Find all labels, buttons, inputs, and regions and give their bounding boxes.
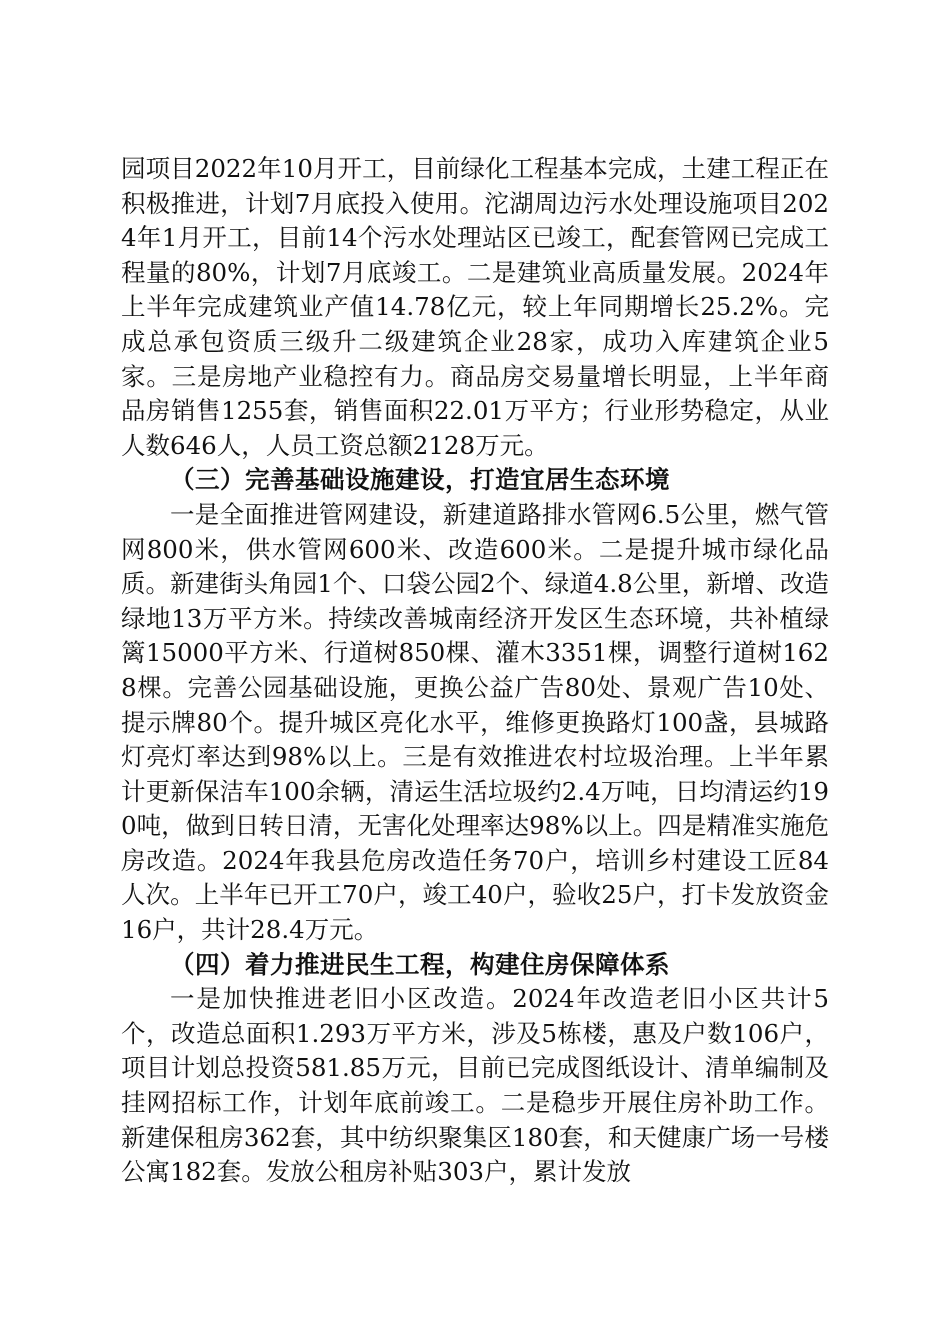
paragraph-continued: 园项目2022年10月开工，目前绿化工程基本完成，土建工程正在积极推进，计划7月底投入使用。沱湖周边污水处理设施项目2024年1月开工，目前14个污水处理站区已竣工，配套管网已完成工程量的80%，计划7月底竣工。二是建筑业高质量发展。2024年上半年完成建筑业产值14.78亿元，较上年同期增长25.2%。完成总承包资质三级升二级建筑企业28家，成功入库建筑企业5家。三是房地产业稳控有力。商品房交易量增长明显，上半年商品房销售1255套，销售面积22.01万平方；行业形势稳定，从业人数646人，人员工资总额2128万元。	[121, 154, 829, 460]
section-heading-3: （三）完善基础设施建设，打造宜居生态环境	[170, 465, 670, 495]
paragraph-housing: 一是加快推进老旧小区改造。2024年改造老旧小区共计5个，改造总面积1.293万平方米，涉及5栋楼，惠及户数106户，项目计划总投资581.85万元，目前已完成图纸设计、清单编制及挂网招标工作，计划年底前竣工。二是稳步开展住房补助工作。新建保租房362套，其中纺织聚集区180套，和天健康广场一号楼公寓182套。发放公租房补贴303户，累计发放	[121, 984, 829, 1187]
paragraph-infrastructure: 一是全面推进管网建设，新建道路排水管网6.5公里，燃气管网800米，供水管网600米、改造600米。二是提升城市绿化品质。新建街头角园1个、口袋公园2个、绿道4.8公里，新增、改造绿地13万平方米。持续改善城南经济开发区生态环境，共补植绿篱15000平方米、行道树850棵、灌木3351棵，调整行道树1628棵。完善公园基础设施，更换公益广告80处、景观广告10处、提示牌80个。提升城区亮化水平，维修更换路灯100盏，县城路灯亮灯率达到98%以上。三是有效推进农村垃圾治理。上半年累计更新保洁车100余辆，清运生活垃圾约2.4万吨，日均清运约190吨，做到日转日清，无害化处理率达98%以上。四是精准实施危房改造。2024年我县危房改造任务70户，培训乡村建设工匠84人次。上半年已开工70户，竣工40户，验收25户，打卡发放资金16户，共计28.4万元。	[121, 499, 829, 945]
document-page	[121, 152, 829, 1190]
section-heading-4: （四）着力推进民生工程，构建住房保障体系	[170, 949, 670, 979]
